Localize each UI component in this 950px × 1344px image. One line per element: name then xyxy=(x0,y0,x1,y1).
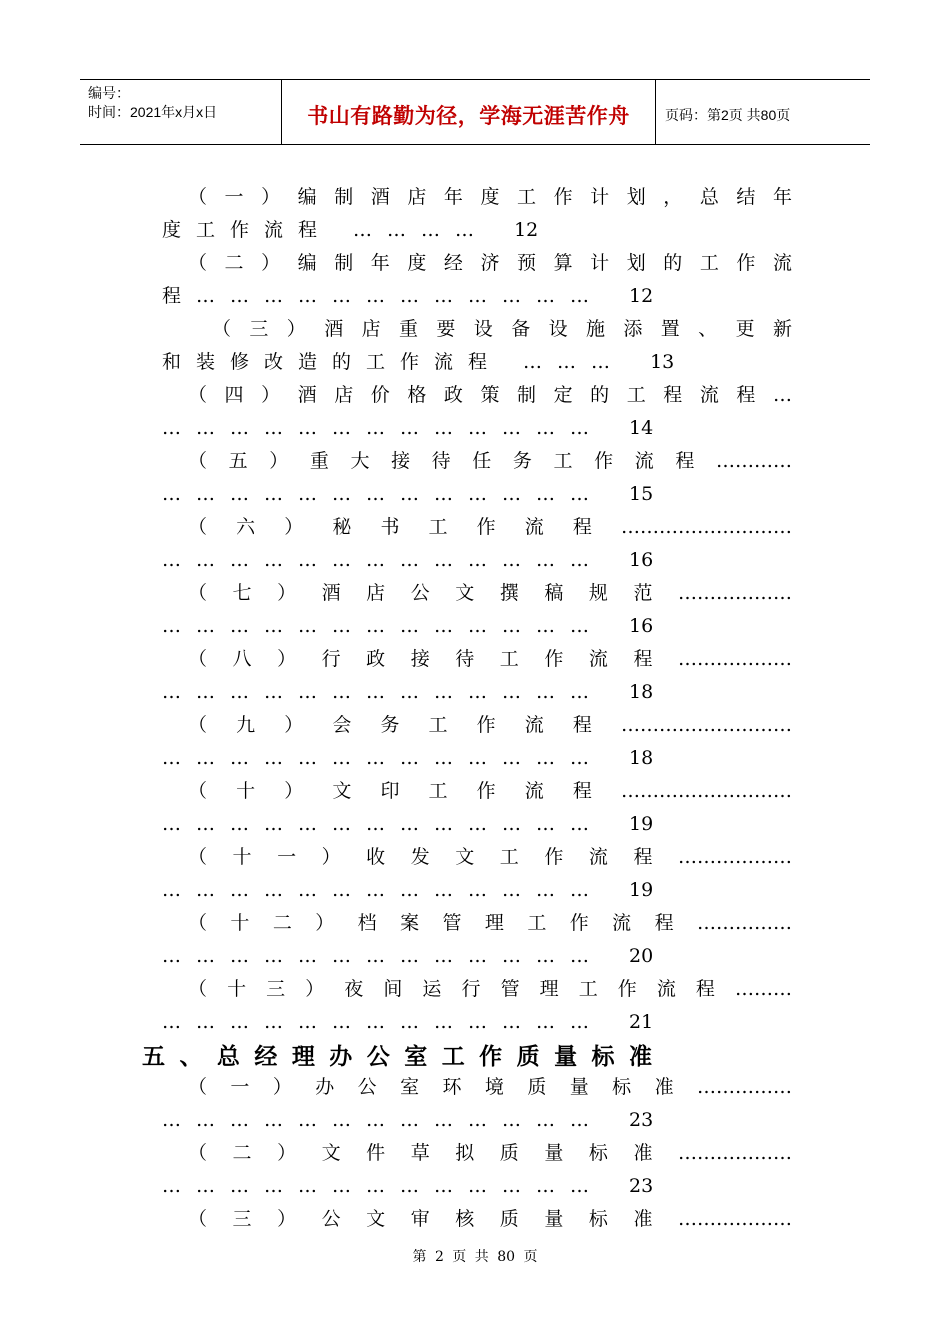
document-code-label: 编号： xyxy=(88,85,130,101)
toc-entry-title: （八）行政接待工作流程……………… xyxy=(188,648,792,670)
toc-entry-continuation: ………………………………… xyxy=(162,879,626,901)
toc-page-number: 18 xyxy=(629,747,654,769)
toc-entry-continuation: ………………………………… xyxy=(162,945,626,967)
toc-page-number: 19 xyxy=(629,879,654,901)
toc-entry-title: （三）公文审核质量标准……………… xyxy=(188,1208,792,1230)
toc-entry-continuation: 程……………………………… xyxy=(162,285,626,307)
toc-entry-title: （十三）夜间运行管理工作流程……… xyxy=(188,978,792,1000)
toc-entry-continuation: 和装修改造的工作流程 ……… xyxy=(162,351,647,373)
page-header xyxy=(80,79,870,145)
toc-entry-continuation: ………………………………… xyxy=(162,615,626,637)
toc-entry-leader xyxy=(162,745,792,771)
toc-entry-continuation: ………………………………… xyxy=(162,681,626,703)
toc-entry-leader xyxy=(162,415,792,441)
section-heading: 五、总经理办公室工作质量标准 xyxy=(142,1044,652,1070)
toc-page-number: 15 xyxy=(629,483,654,505)
toc-page-number: 12 xyxy=(629,285,654,307)
toc-entry-title: （一）办公室环境质量标准…………… xyxy=(188,1076,792,1098)
toc-entry-title: （四）酒店价格政策制定的工程流程… xyxy=(188,384,792,406)
header-page-cell xyxy=(656,80,870,144)
toc-entry-continuation: 度工作流程 ………… xyxy=(162,219,511,241)
toc-entry-leader xyxy=(162,613,792,639)
toc-entry-title: （六）秘书工作流程……………………… xyxy=(188,516,792,538)
toc-entry-title: （九）会务工作流程……………………… xyxy=(188,714,792,736)
header-page-number: 页码：第2页 共80页 xyxy=(665,107,791,123)
toc-entry-leader xyxy=(162,481,792,507)
header-motto-cell xyxy=(282,80,656,144)
page-footer: 第 2 页 共 80 页 xyxy=(412,1249,538,1265)
toc-entry-title: （十二）档案管理工作流程…………… xyxy=(188,912,792,934)
toc-entry-continuation: ………………………………… xyxy=(162,1011,626,1033)
toc-entry-leader xyxy=(162,1173,792,1199)
toc-page-number: 23 xyxy=(629,1175,654,1197)
toc-entry-leader xyxy=(162,349,792,375)
header-meta xyxy=(80,80,282,144)
header-motto: 书山有路勤为径，学海无涯苦作舟 xyxy=(307,103,630,128)
toc-entry-leader xyxy=(162,877,792,903)
toc-entry-continuation: ………………………………… xyxy=(162,1109,626,1131)
toc-entry-title: （七）酒店公文撰稿规范……………… xyxy=(188,582,792,604)
toc-page-number: 21 xyxy=(629,1011,654,1033)
toc-entry-leader xyxy=(162,943,792,969)
toc-entry-continuation: ………………………………… xyxy=(162,417,626,439)
toc-page-number: 18 xyxy=(629,681,654,703)
toc-entry-continuation: ………………………………… xyxy=(162,813,626,835)
document-date: 时间：2021年x月x日 xyxy=(88,104,218,120)
toc-entry-leader xyxy=(162,547,792,573)
toc-entry-continuation: ………………………………… xyxy=(162,483,626,505)
toc-page-number: 19 xyxy=(629,813,654,835)
toc-entry-continuation: ………………………………… xyxy=(162,549,626,571)
toc-page-number: 23 xyxy=(629,1109,654,1131)
toc-entry-leader xyxy=(162,679,792,705)
toc-entry-title: （二）编制年度经济预算计划的工作流 xyxy=(188,252,792,274)
toc-entry-leader xyxy=(162,811,792,837)
toc-entry-title: （三）酒店重要设备设施添置、更新 xyxy=(212,318,792,340)
toc-entry-title: （十一）收发文工作流程……………… xyxy=(188,846,792,868)
toc-entry-leader xyxy=(162,283,792,309)
toc-entry-title: （十）文印工作流程……………………… xyxy=(188,780,792,802)
toc-entry-title: （二）文件草拟质量标准……………… xyxy=(188,1142,792,1164)
toc-entry-leader xyxy=(162,1009,792,1035)
toc-entry-continuation: ………………………………… xyxy=(162,1175,626,1197)
toc-entry-title: （五）重大接待任务工作流程………… xyxy=(188,450,792,472)
toc-page-number: 16 xyxy=(629,549,654,571)
toc-entry-leader xyxy=(162,1107,792,1133)
toc-entry-title: （一）编制酒店年度工作计划，总结年 xyxy=(188,186,792,208)
toc-page-number: 16 xyxy=(629,615,654,637)
toc-page-number: 14 xyxy=(629,417,654,439)
toc-entry-leader xyxy=(162,217,792,243)
toc-page-number: 13 xyxy=(650,351,675,373)
toc-page-number: 12 xyxy=(514,219,539,241)
toc-entry-continuation: ………………………………… xyxy=(162,747,626,769)
toc-page-number: 20 xyxy=(629,945,654,967)
